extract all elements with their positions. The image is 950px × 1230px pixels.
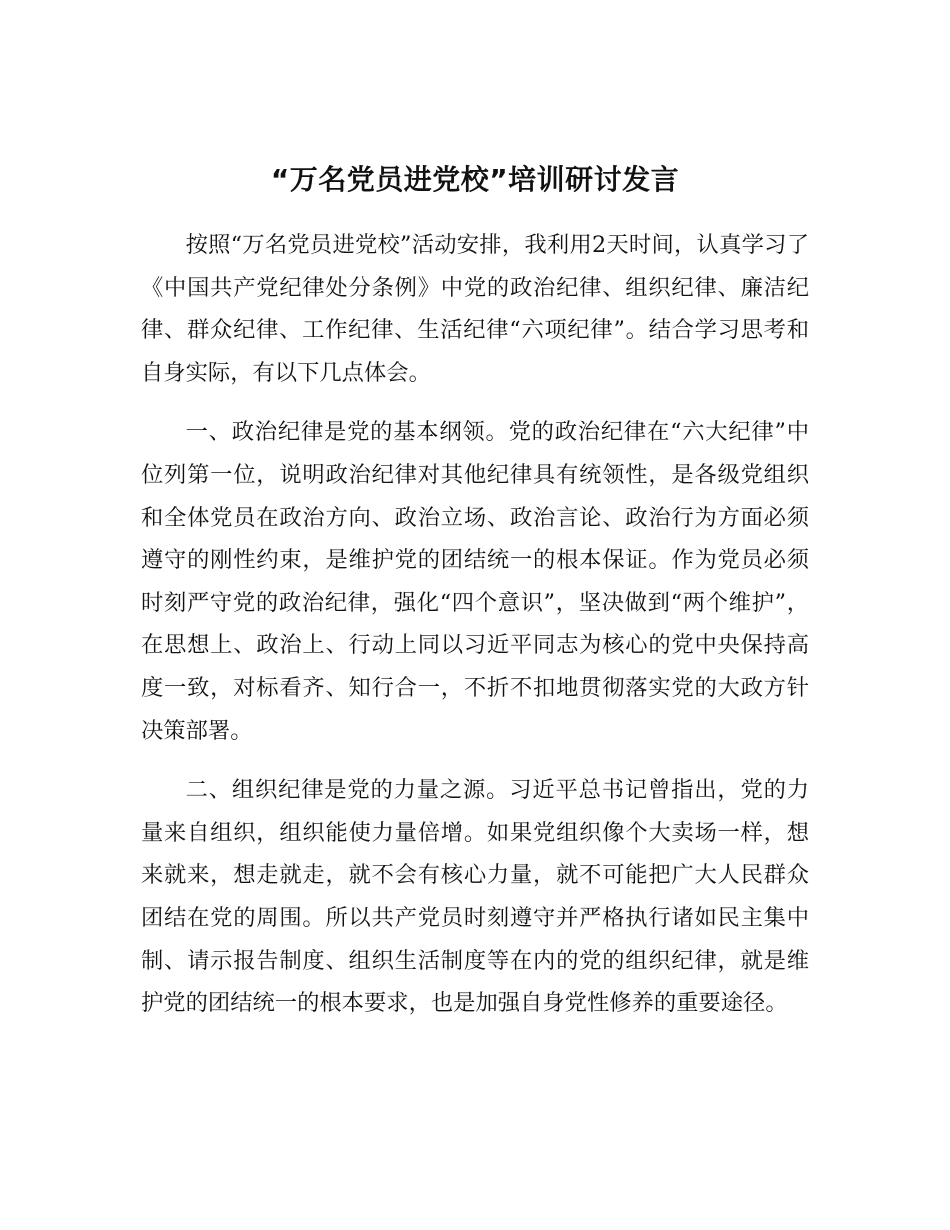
paragraph-political-discipline: 一、政治纪律是党的基本纲领。党的政治纪律在“六大纪律”中位列第一位，说明政治纪律对其他纪律具有统领性，是各级党组织和全体党员在政治方向、政治立场、政治言论、政治行为方面必须遵守的刚性约束，是维护党的团结统一的根本保证。作为党员必须时刻严守党的政治纪律，强化“四个意识”，坚决做到“两个维护”，在思想上、政治上、行动上同以习近平同志为核心的党中央保持高度一致，对标看齐、知行合一，不折不扣地贯彻落实党的大政方针决策部署。 <box>141 419 809 744</box>
document-title: “万名党员进党校”培训研讨发言 <box>270 163 680 196</box>
paragraph-organizational-discipline: 二、组织纪律是党的力量之源。习近平总书记曾指出，党的力量来自组织，组织能使力量倍增。如果党组织像个大卖场一样，想来就来，想走就走，就不会有核心力量，就不可能把广大人民群众团结在党的周围。所以共产党员时刻遵守并严格执行诸如民主集中制、请示报告制度、组织生活制度等在内的党的组织纪律，就是维护党的团结统一的根本要求，也是加强自身党性修养的重要途径。 <box>141 777 809 1017</box>
document-page <box>141 158 809 1042</box>
paragraph-intro: 按照“万名党员进党校”活动安排，我利用2天时间，认真学习了《中国共产党纪律处分条例》中党的政治纪律、组织纪律、廉洁纪律、群众纪律、工作纪律、生活纪律“六项纪律”。结合学习思考和自身实际，有以下几点体会。 <box>141 232 809 386</box>
